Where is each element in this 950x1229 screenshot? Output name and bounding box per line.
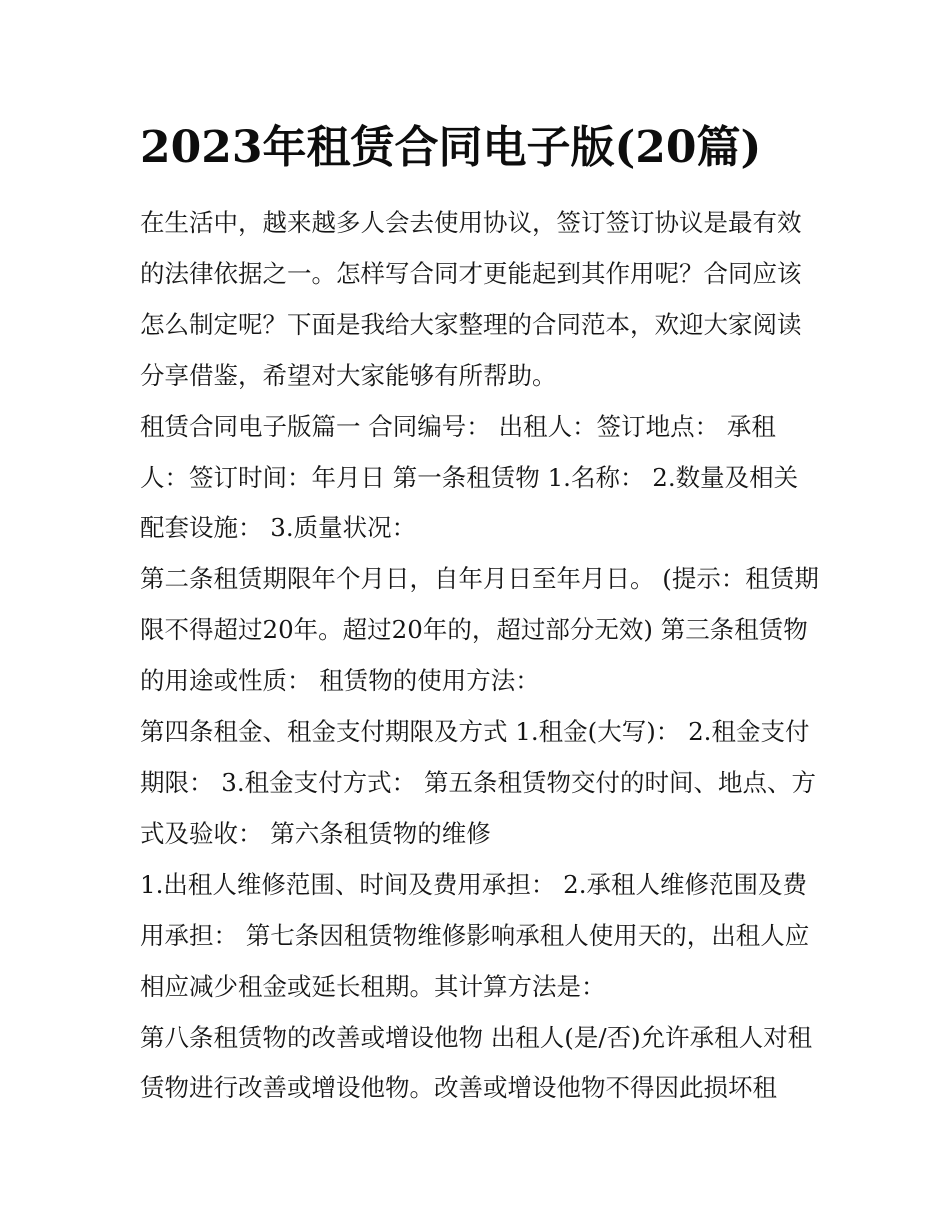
paragraph-intro: 在生活中，越来越多人会去使用协议，签订签订协议是最有效的法律依据之一。怎样写合同才更能起到其作用呢？合同应该怎么制定呢？下面是我给大家整理的合同范本，欢迎大家阅读分享借鉴，希望对大家能够有所帮助。 <box>140 208 802 390</box>
paragraph-article-2-3: 第二条租赁期限年个月日，自年月日至年月日。 (提示：租赁期限不得超过20年。超过20年的，超过部分无效) 第三条租赁物的用途或性质： 租赁物的使用方法： <box>140 564 819 696</box>
paragraph-article-4-6: 第四条租金、租金支付期限及方式 1.租金(大写)： 2.租金支付期限： 3.租金支付方式： 第五条租赁物交付的时间、地点、方式及验收： 第六条租赁物的维修 <box>140 717 816 848</box>
paragraph-article-8: 第八条租赁物的改善或增设他物 出租人(是/否)允许承租人对租赁物进行改善或增设他物。改善或增设他物不得因此损坏租 <box>140 1022 813 1103</box>
paragraph-article-6-7: 1.出租人维修范围、时间及费用承担： 2.承租人维修范围及费用承担： 第七条因租赁物维修影响承租人使用天的，出租人应相应减少租金或延长租期。其计算方法是： <box>140 869 810 1001</box>
document-title: 2023年租赁合同电子版(20篇) <box>140 122 762 173</box>
paragraph-article-1: 租赁合同电子版篇一 合同编号： 出租人：签订地点： 承租人：签订时间：年月日 第一条租赁物 1.名称： 2.数量及相关配套设施： 3.质量状况： <box>140 411 799 543</box>
document-body <box>140 198 820 1114</box>
